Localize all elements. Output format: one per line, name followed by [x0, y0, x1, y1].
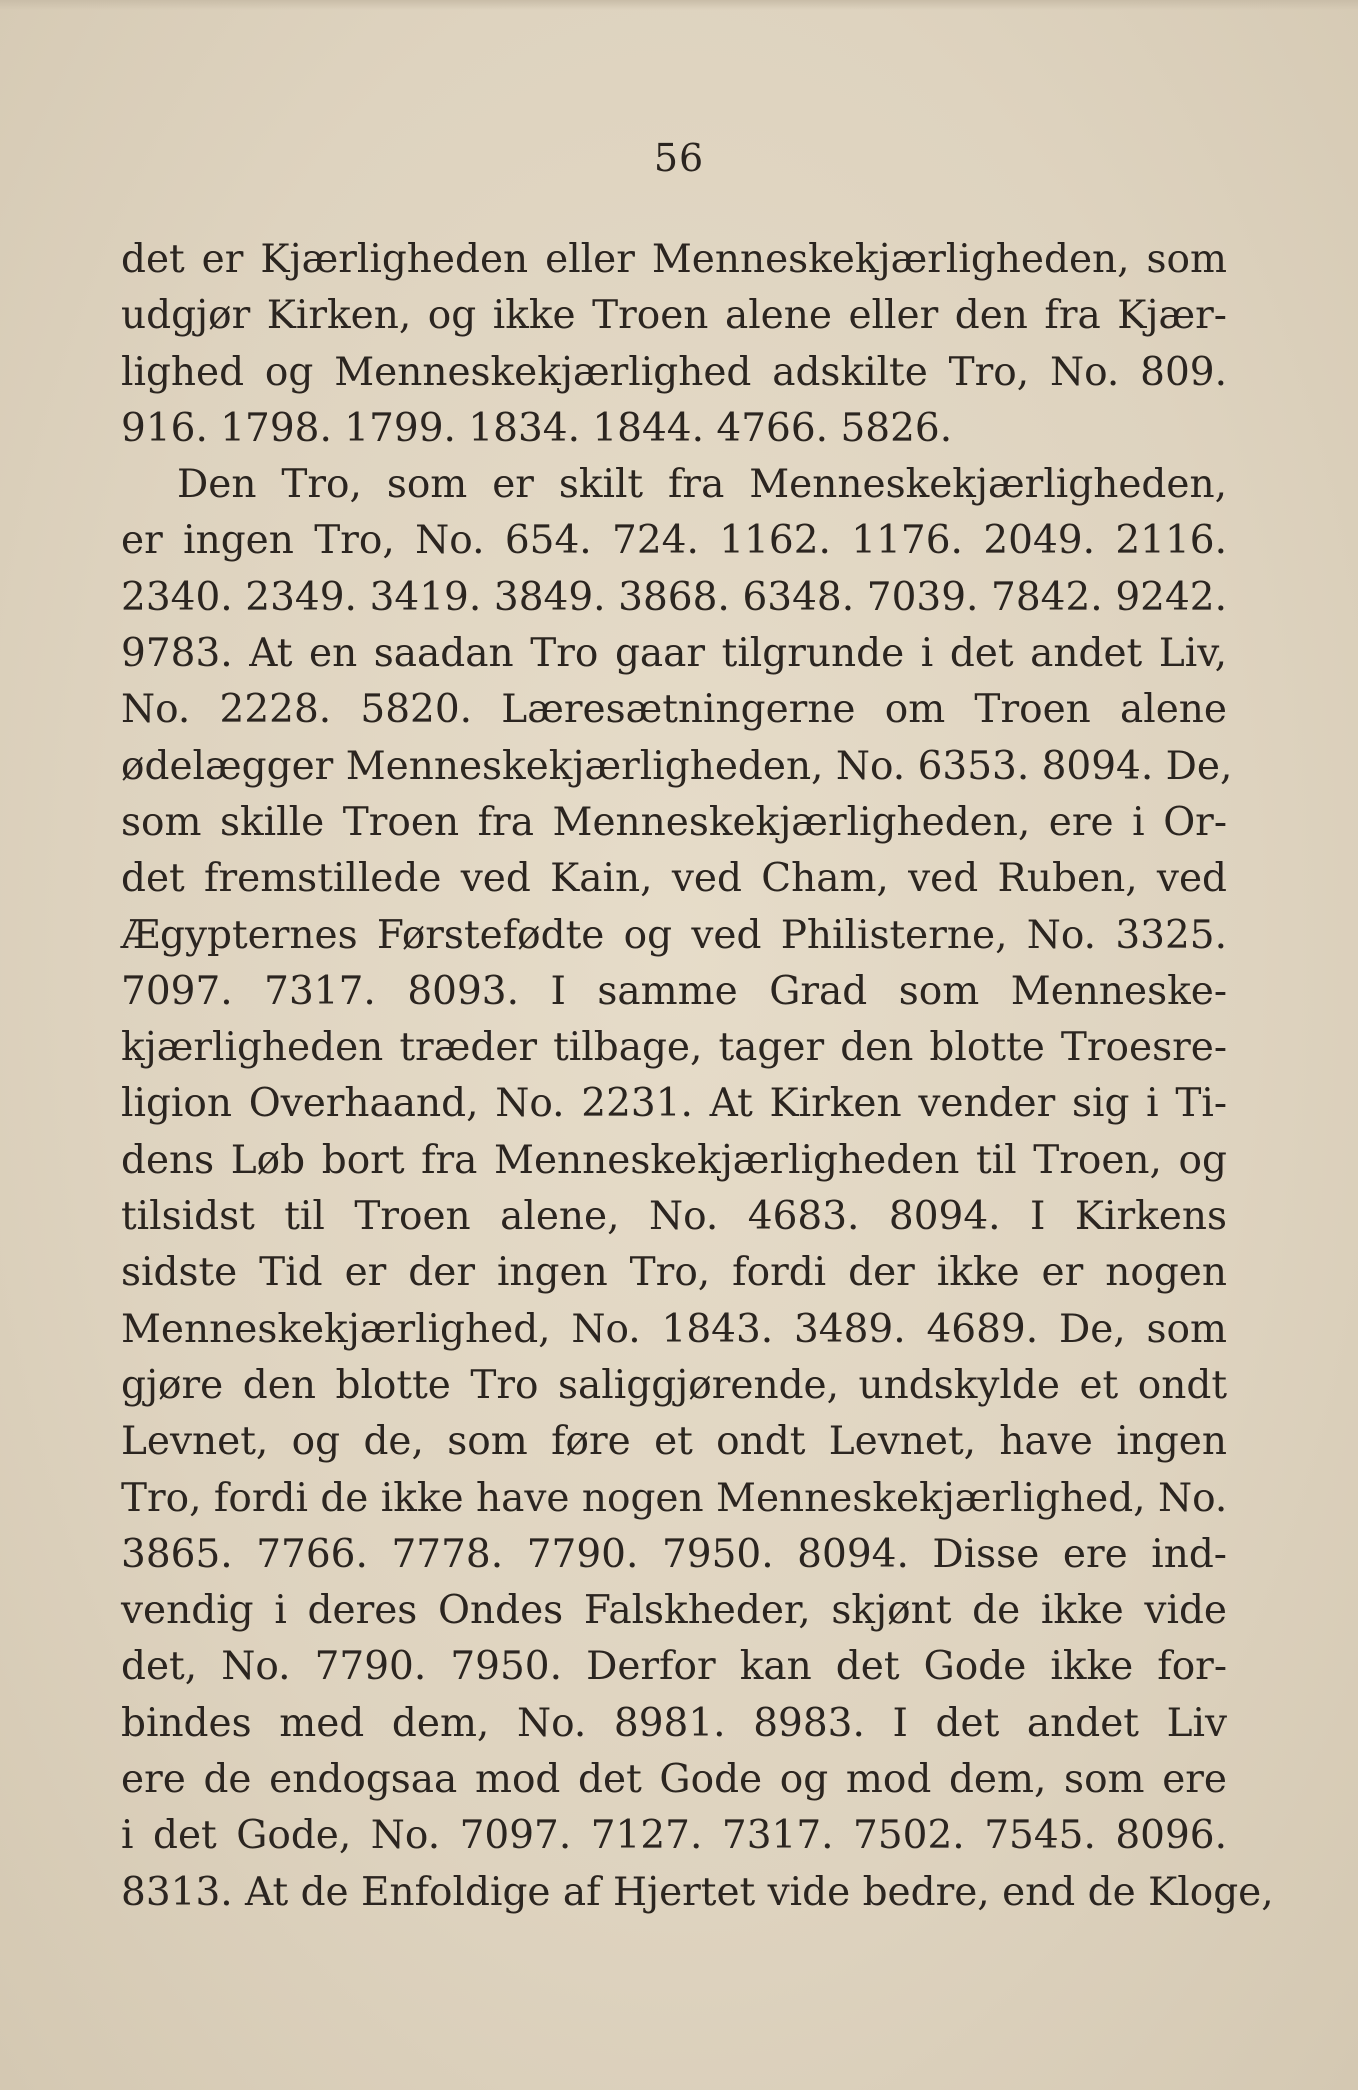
text-line: 3865. 7766. 7778. 7790. 7950. 8094. Disse ere ind- — [121, 1531, 1227, 1577]
text-line: ere de endogsaa mod det Gode og mod dem, som ere — [121, 1757, 1227, 1803]
text-line: udgjør Kirken, og ikke Troen alene eller den fra Kjær- — [121, 293, 1227, 339]
text-line: Menneskekjærlighed, No. 1843. 3489. 4689. De, som — [121, 1306, 1227, 1352]
text-line: i det Gode, No. 7097. 7127. 7317. 7502. 7545. 8096. — [121, 1813, 1227, 1859]
text-line: 9783. At en saadan Tro gaar tilgrunde i det andet Liv, — [121, 631, 1227, 677]
page-number: 56 — [653, 136, 705, 180]
text-line: det, No. 7790. 7950. Derfor kan det Gode ikke for- — [121, 1644, 1227, 1690]
text-line: Levnet, og de, som føre et ondt Levnet, have ingen — [121, 1419, 1227, 1465]
text-line: som skille Troen fra Menneskekjærligheden, ere i Or- — [121, 799, 1227, 845]
text-line: 7097. 7317. 8093. I samme Grad som Menneske- — [121, 968, 1227, 1014]
text-line: vendig i deres Ondes Falskheder, skjønt de ikke vide — [121, 1588, 1227, 1634]
text-line: 2340. 2349. 3419. 3849. 3868. 6348. 7039. 7842. 9242. — [121, 574, 1227, 620]
text-line: 916. 1798. 1799. 1834. 1844. 4766. 5826. — [121, 405, 953, 451]
text-line: 8313. At de Enfoldige af Hjertet vide bedre, end de Kloge, — [121, 1869, 1274, 1915]
text-line: lighed og Menneskekjærlighed adskilte Tro, No. 809. — [121, 349, 1227, 395]
text-line: Den Tro, som er skilt fra Menneskekjærligheden, — [177, 462, 1227, 508]
body-text — [121, 232, 1274, 1921]
text-line: det fremstillede ved Kain, ved Cham, ved Ruben, ved — [121, 856, 1227, 902]
text-line: dens Løb bort fra Menneskekjærligheden til Troen, og — [121, 1137, 1227, 1183]
text-line: Tro, fordi de ikke have nogen Menneskekjærlighed, No. — [121, 1475, 1228, 1521]
text-line: kjærligheden træder tilbage, tager den blotte Troesre- — [121, 1025, 1227, 1071]
page-top-edge — [0, 0, 1358, 10]
text-line: No. 2228. 5820. Læresætningerne om Troen alene — [121, 687, 1227, 733]
text-line: det er Kjærligheden eller Menneskekjærligheden, som — [121, 237, 1227, 282]
text-line: tilsidst til Troen alene, No. 4683. 8094. I Kirkens — [121, 1194, 1227, 1240]
text-line: sidste Tid er der ingen Tro, fordi der ikke er nogen — [121, 1250, 1227, 1296]
text-line: ødelægger Menneskekjærligheden, No. 6353. 8094. De, — [121, 743, 1233, 789]
text-line: Ægypternes Førstefødte og ved Philisterne, No. 3325. — [121, 912, 1227, 958]
text-line: er ingen Tro, No. 654. 724. 1162. 1176. 2049. 2116. — [121, 518, 1227, 564]
text-line: ligion Overhaand, No. 2231. At Kirken vender sig i Ti- — [121, 1081, 1227, 1127]
text-line: bindes med dem, No. 8981. 8983. I det andet Liv — [121, 1700, 1227, 1746]
text-line: gjøre den blotte Tro saliggjørende, undskylde et ondt — [121, 1362, 1227, 1408]
